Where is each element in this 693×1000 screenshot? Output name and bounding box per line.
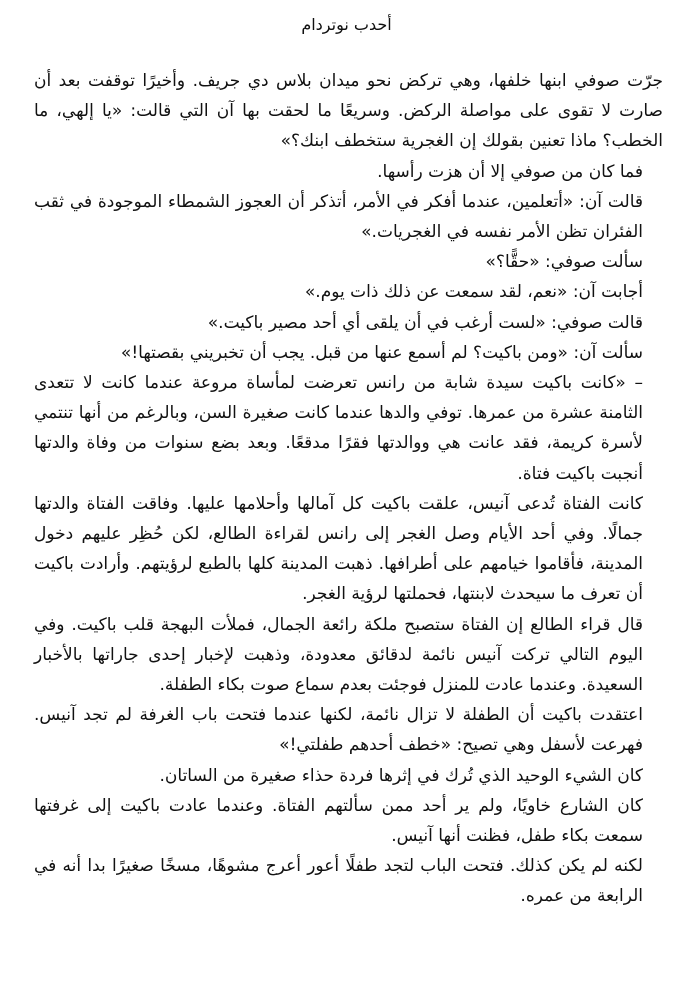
paragraph: كانت الفتاة تُدعى آنيس، علقت باكيت كل آمالها وأحلامها عليها. وفاقت الفتاة والدتها جمالًا. وفي أحد الأيام وصل الغجر إلى رانس لقراءة الطالع، لكن حُظِر عليهم دخول المدينة، فأقاموا خيامهم على أطرافها. ذهبت المدينة كلها بالطبع لرؤيتهم. وأرادت باكيت أن تعرف ما سيحدث لابنتها، فحملتها لرؤية الغجر.: [34, 493, 643, 605]
paragraph: لكنه لم يكن كذلك. فتحت الباب لتجد طفلًا أعور أعرج مشوهًا، مسخًا صغيرًا بدا أنه في الرابعة من عمره.: [34, 856, 643, 907]
paragraph: جرّت صوفي ابنها خلفها، وهي تركض نحو ميدان بلاس دي جريف. وأخيرًا توقفت بعد أن صارت لا تقوى على مواصلة الركض. وسريعًا ما لحقت بها آن التي قالت: «يا إلهي، ما الخطب؟ ماذا تعنين بقولك إن الغجرية ستخطف ابنك؟»: [34, 71, 663, 152]
body-text: [34, 66, 663, 912]
paragraph: قالت صوفي: «لست أرغب في أن يلقى أي أحد مصير باكيت.»: [207, 312, 643, 333]
paragraph: سألت صوفي: «حقًّا؟»: [485, 252, 643, 273]
paragraph: قال قراء الطالع إن الفتاة ستصبح ملكة رائعة الجمال، فملأت البهجة قلب باكيت. وفي اليوم التالي تركت آنيس نائمة لدقائق معدودة، وذهبت لإخبار إحدى جاراتها بالأخبار السعيدة. وعندما عادت للمنزل فوجئت بعدم سماع صوت بكاء الطفلة.: [34, 614, 643, 696]
paragraph: اعتقدت باكيت أن الطفلة لا تزال نائمة، لكنها عندما فتحت باب الغرفة لم تجد آنيس. فهرعت لأسفل وهي تصيح: «خطف أحدهم طفلتي!»: [34, 705, 643, 756]
paragraph: كان الشيء الوحيد الذي تُرك في إثرها فردة حذاء صغيرة من الساتان.: [159, 765, 643, 786]
paragraph: سألت آن: «ومن باكيت؟ لم أسمع عنها من قبل. يجب أن تخبريني بقصتها!»: [120, 342, 643, 363]
paragraph: كان الشارع خاويًا، ولم ير أحد ممن سألتهم الفتاة. وعندما عادت باكيت إلى غرفتها سمعت بكاء طفل، فظنت أنها آنيس.: [34, 795, 643, 847]
paragraph: فما كان من صوفي إلا أن هزت رأسها.: [377, 161, 643, 182]
paragraph: قالت آن: «أتعلمين، عندما أفكر في الأمر، أتذكر أن العجوز الشمطاء الموجودة في ثقب الفئران تظن الأمر نفسه في الغجريات.»: [34, 191, 643, 243]
paragraph: – «كانت باكيت سيدة شابة من رانس تعرضت لمأساة مروعة عندما كانت لا تتعدى الثامنة عشرة من عمرها. توفي والدها عندما كانت صغيرة السن، وبالرغم من أنها تنتمي لأسرة كريمة، فقد عانت هي ووالدتها فقرًا مدقعًا. وبعد بضع سنوات من وفاة والدتها أنجبت باكيت فتاة.: [34, 373, 643, 484]
running-header: أحدب نوتردام: [301, 15, 392, 34]
paragraph: أجابت آن: «نعم، لقد سمعت عن ذلك ذات يوم.»: [304, 282, 643, 303]
